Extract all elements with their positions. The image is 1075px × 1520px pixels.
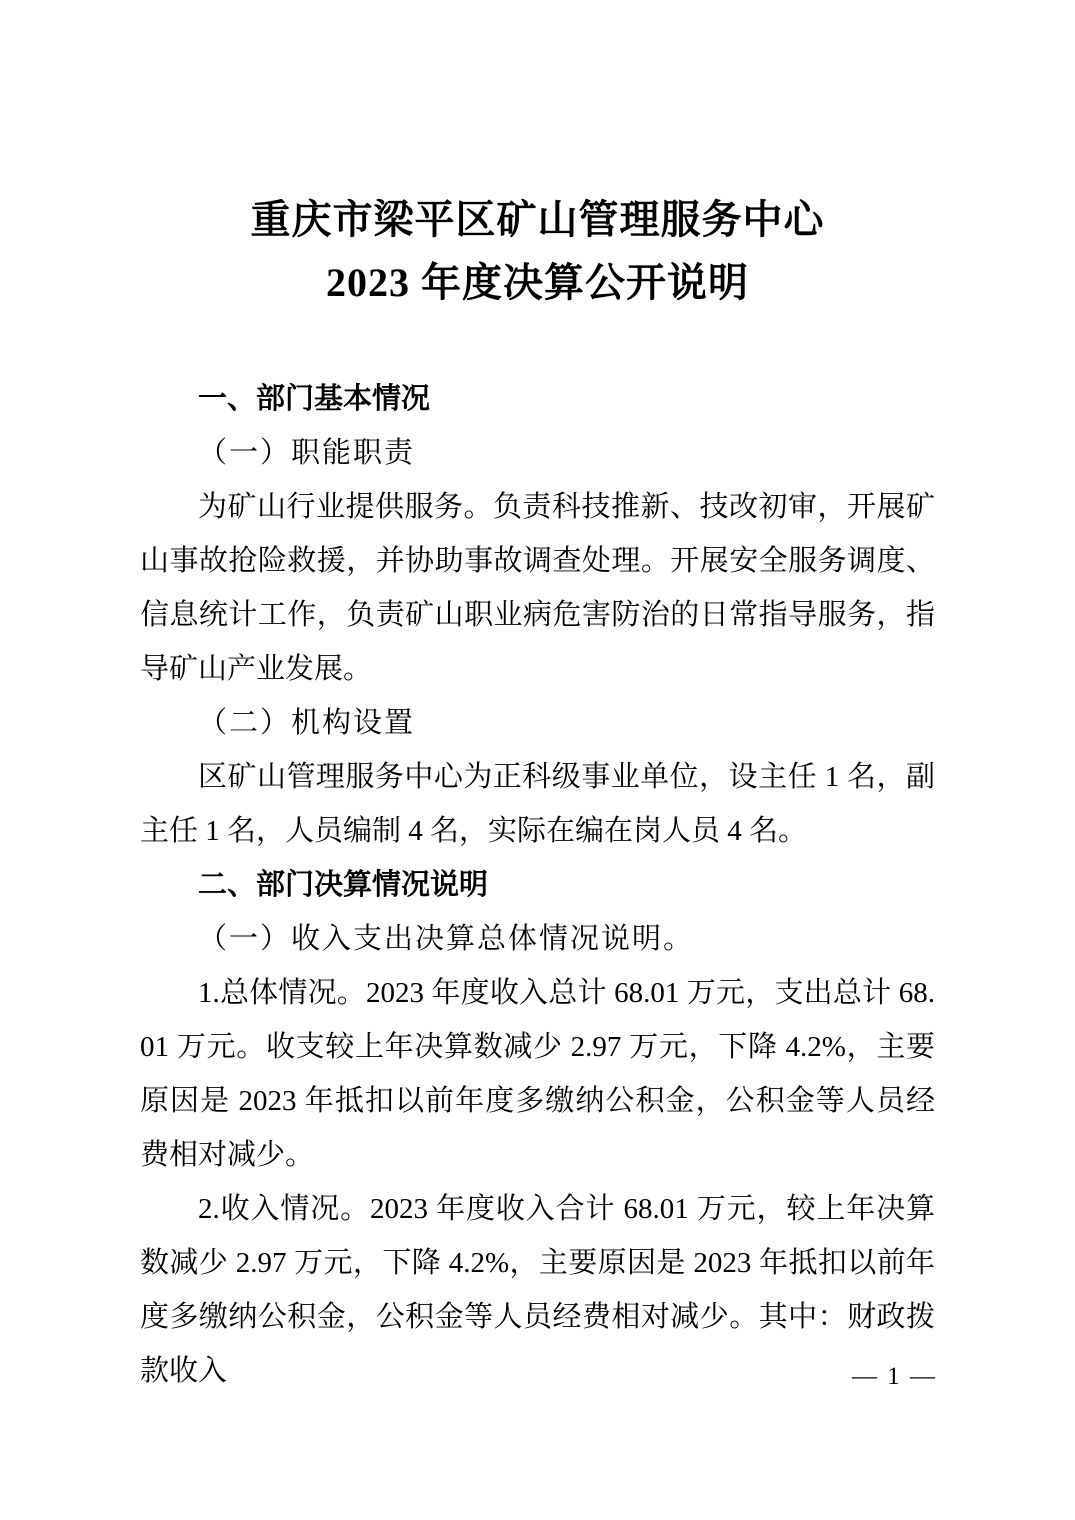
paragraph-2: （一）职能职责 — [198, 437, 416, 469]
paragraph-8: 1.总体情况。2023 年度收入总计 68.01 万元，支出总计 68.01 万元。收支较上年决算数减少 2.97 万元，下降 4.2%，主要原因是 2023 年抵扣以前年度多缴纳公积金，公积金等人员经费相对减少。 — [140, 977, 935, 1171]
document-title-line-1: 重庆市梁平区矿山管理服务中心 — [250, 197, 825, 242]
document-body — [140, 372, 935, 1398]
paragraph-6: 二、部门决算情况说明 — [198, 869, 489, 901]
document-content — [140, 188, 935, 1398]
page-number: — 1 — — [852, 1363, 937, 1390]
paragraph-4: （二）机构设置 — [198, 707, 416, 739]
paragraph-5: 区矿山管理服务中心为正科级事业单位，设主任 1 名，副主任 1 名，人员编制 4 名，实际在编在岗人员 4 名。 — [140, 761, 935, 847]
paragraph-1: 一、部门基本情况 — [198, 383, 431, 415]
paragraph-7: （一）收入支出决算总体情况说明。 — [198, 923, 695, 955]
document-title — [140, 188, 935, 314]
paragraph-9: 2.收入情况。2023 年度收入合计 68.01 万元，较上年决算数减少 2.97 万元，下降 4.2%，主要原因是 2023 年抵扣以前年度多缴纳公积金，公积金等人员经费相对减少。其中：财政拨款收入 — [140, 1193, 935, 1387]
document-title-line-2: 2023 年度决算公开说明 — [326, 260, 749, 305]
paragraph-3: 为矿山行业提供服务。负责科技推新、技改初审，开展矿山事故抢险救援，并协助事故调查处理。开展安全服务调度、信息统计工作，负责矿山职业病危害防治的日常指导服务，指导矿山产业发展。 — [140, 491, 935, 685]
